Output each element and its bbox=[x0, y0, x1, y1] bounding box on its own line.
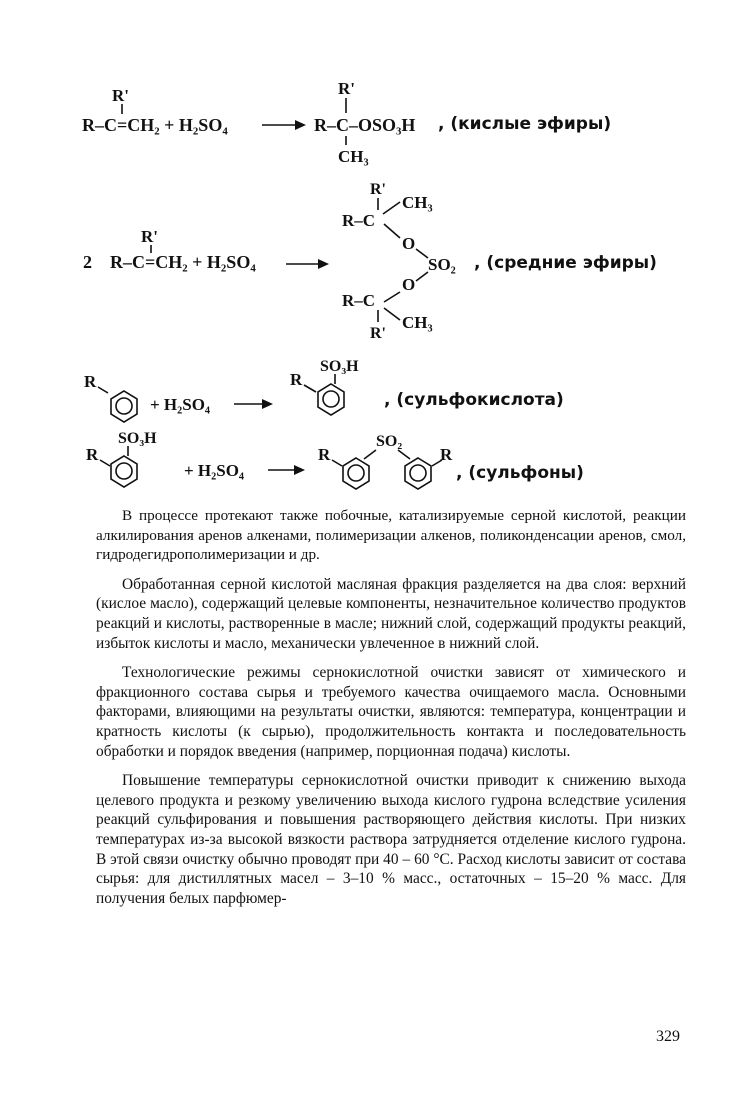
r2-s-bond-2 bbox=[416, 272, 428, 281]
r1-product-formula: R–C–OSO₃H bbox=[314, 115, 416, 135]
r4-benzene-circle-product-right bbox=[410, 465, 426, 481]
r4-benzene-ring-lhs bbox=[111, 456, 137, 487]
reaction-3 bbox=[84, 358, 564, 422]
reaction-4 bbox=[86, 430, 584, 489]
r2-bottom-rc: R–C bbox=[342, 291, 376, 310]
r3-benzene-circle-product bbox=[323, 391, 339, 407]
r4-label: , (сульфоны) bbox=[456, 463, 584, 483]
r3-product-r-bond bbox=[304, 385, 316, 392]
r4-lhs-r-bond bbox=[100, 460, 110, 466]
r4-plus: + H₂SO₄ bbox=[184, 461, 245, 480]
r4-product-r-right: R bbox=[440, 445, 453, 464]
r2-top-ch3: CH₃ bbox=[402, 193, 433, 212]
r1-lhs-substituent: R' bbox=[112, 86, 129, 105]
paragraph-side-reactions: В процессе протекают также побочные, катализируемые серной кислотой, реакции алкилирования аренов алкенами, полимеризации алкенов, поликонденсации аренов, смол, гидродегидрополимеризации и др. bbox=[96, 507, 686, 564]
r2-so2: SO₂ bbox=[428, 255, 456, 274]
r4-arrowhead bbox=[294, 465, 305, 475]
r2-o1-bond bbox=[384, 224, 400, 238]
r3-arrowhead bbox=[262, 399, 273, 409]
r4-product-r-left-bond bbox=[332, 460, 342, 466]
paragraph-temperature: Повышение температуры сернокислотной очистки приводит к снижению выхода целевого продукта и резкому увеличению выхода кислого гудрона вследствие усиления реакций сульфирования и повышения растворяющего действия кислоты. При низких температурах из-за высокой вязкости раствора затрудняется отделение кислого гудрона. В этой связи очистку обычно проводят при 40 – 60 °С. Расход кислоты зависит от состава сырья: для дистиллятных масел – 3–10 % масс., остаточных – 15–20 % масс. Для получения белых парфюмер- bbox=[96, 772, 686, 907]
r4-benzene-ring-product-left bbox=[343, 458, 369, 489]
r2-top-rc: R–C bbox=[342, 211, 376, 230]
page-number: 329 bbox=[656, 1028, 680, 1045]
r4-benzene-ring-product-right bbox=[405, 458, 431, 489]
r2-s-bond-1 bbox=[416, 249, 428, 258]
r2-o2: O bbox=[402, 275, 416, 294]
r4-lhs-so3h: SO₃H bbox=[118, 430, 157, 447]
r2-coefficient: 2 bbox=[83, 252, 92, 272]
r4-benzene-circle-lhs bbox=[116, 463, 132, 479]
reaction-schemes-svg bbox=[0, 0, 736, 500]
r2-bottom-r-prime: R' bbox=[370, 325, 386, 342]
r4-product-so2: SO₂ bbox=[376, 433, 403, 450]
r4-so2-bond-right bbox=[398, 450, 410, 459]
r1-lhs-formula: R–C=CH₂ + H₂SO₄ bbox=[82, 115, 228, 135]
paragraph-layers: Обработанная серной кислотой масляная фракция разделяется на два слоя: верхний (кислое масло), содержащий целевые компоненты, незначительное количество продуктов реакций и кислоты, растворенные в масле; нижний слой, содержащий продукты реакций, избыток кислоты и масло, механически увлеченное в нижний слой. bbox=[96, 575, 686, 652]
r2-lhs-formula: R–C=CH₂ + H₂SO₄ bbox=[110, 252, 256, 272]
reaction-schemes bbox=[0, 0, 736, 500]
r2-top-ch3-bond bbox=[383, 202, 400, 214]
r1-label: , (кислые эфиры) bbox=[438, 114, 612, 134]
r2-o2-bond bbox=[384, 292, 400, 302]
r4-product-r-left: R bbox=[318, 445, 331, 464]
r3-product-r: R bbox=[290, 370, 303, 389]
paragraph-process-modes: Технологические режимы сернокислотной очистки зависят от химического и фракционного состава сырья и требуемого качества очищаемого масла. Основными факторами, влияющими на результаты очистки, являются: температура, концентрации и кратность кислоты (к сырью), продолжительность контакта и последовательность обработки и порядок введения (например, порционная подача) кислоты. bbox=[96, 664, 686, 760]
r2-top-r-prime: R' bbox=[370, 181, 386, 198]
reaction-2 bbox=[83, 181, 657, 342]
r3-benzene-ring-lhs bbox=[111, 391, 137, 422]
r3-lhs-plus: + H₂SO₄ bbox=[150, 395, 211, 414]
r2-o1: O bbox=[402, 234, 416, 253]
r3-lhs-r-bond bbox=[98, 387, 108, 393]
r3-lhs-r: R bbox=[84, 372, 97, 391]
r1-arrowhead bbox=[295, 120, 306, 130]
r3-product-so3h: SO₃H bbox=[320, 358, 359, 375]
r3-label: , (сульфокислота) bbox=[384, 390, 564, 410]
r1-product-bottom: CH₃ bbox=[338, 147, 369, 166]
r4-so2-bond-left bbox=[364, 450, 376, 459]
r3-benzene-circle-lhs bbox=[116, 398, 132, 414]
r2-lhs-substituent: R' bbox=[141, 227, 158, 246]
r4-benzene-circle-product-left bbox=[348, 465, 364, 481]
r1-product-top: R' bbox=[338, 79, 355, 98]
r3-benzene-ring-product bbox=[318, 384, 344, 415]
r2-label: , (средние эфиры) bbox=[474, 253, 657, 273]
body-text bbox=[96, 506, 686, 918]
reaction-1 bbox=[82, 79, 611, 166]
r2-bottom-ch3-bond bbox=[384, 308, 400, 320]
r2-bottom-ch3: CH₃ bbox=[402, 313, 433, 332]
r2-arrowhead bbox=[318, 259, 329, 269]
r4-lhs-r: R bbox=[86, 445, 99, 464]
